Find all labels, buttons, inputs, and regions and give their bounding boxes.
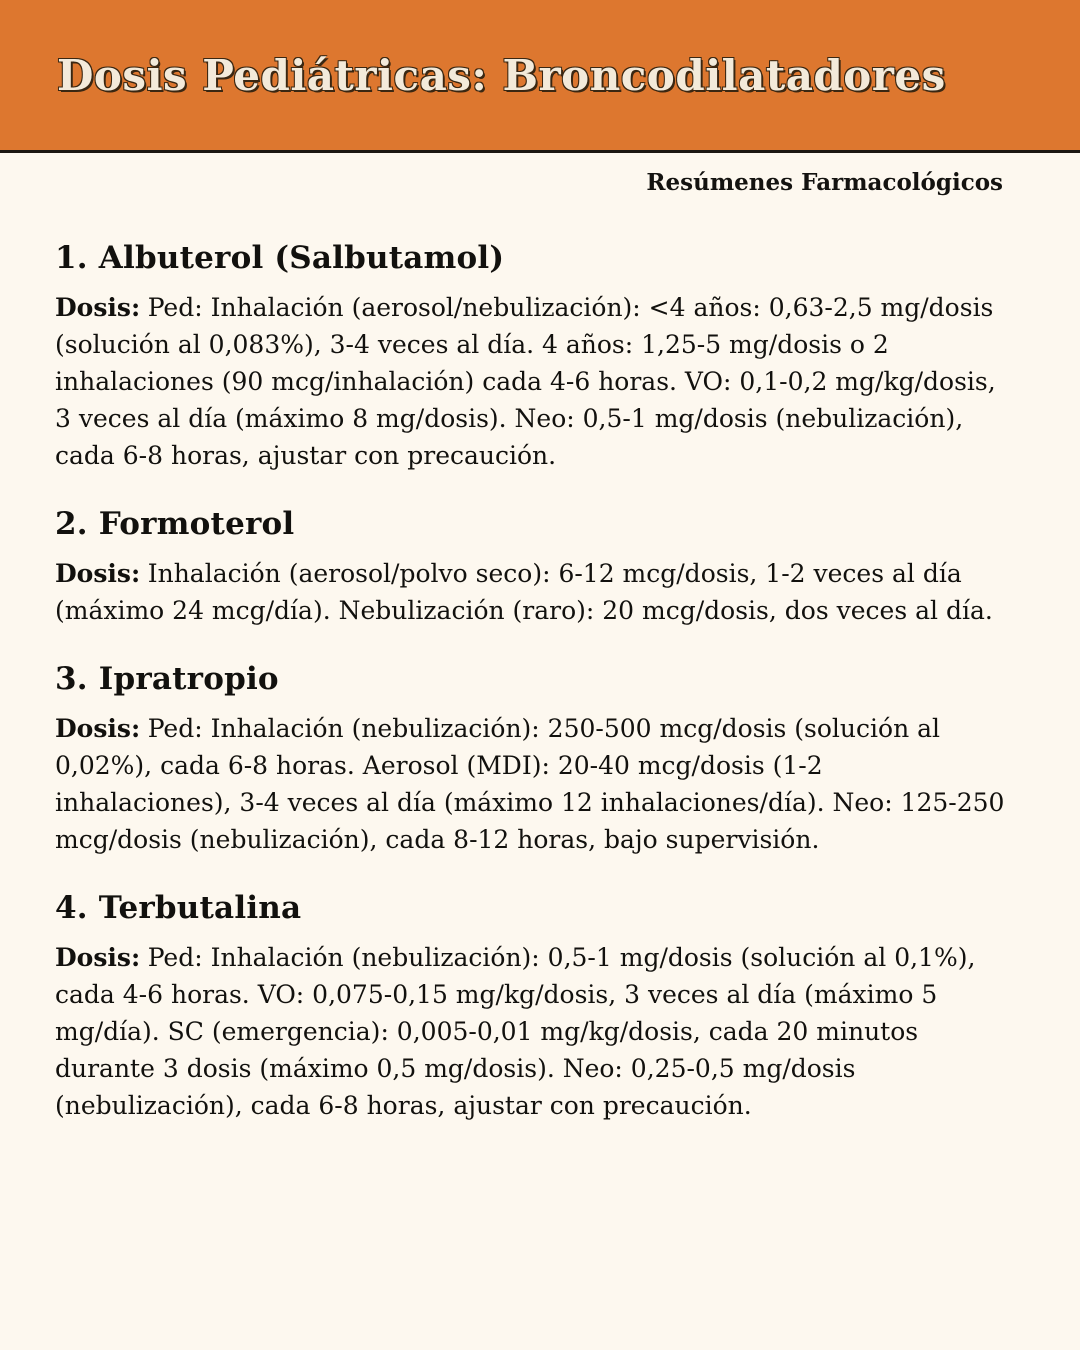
document-subtitle: Resúmenes Farmacológicos	[646, 169, 1003, 196]
section-heading-ipratropio: 3. Ipratropio	[55, 661, 279, 697]
section-formoterol	[55, 506, 1007, 629]
subtitle-row	[0, 169, 1080, 196]
section-ipratropio	[55, 661, 1007, 858]
section-albuterol	[55, 240, 1007, 474]
dosis-text: Ped: Inhalación (nebulización): 250-500 mcg/dosis (solución al 0,02%), cada 6-8 horas. Aerosol (MDI): 20-40 mcg/dosis (1-2 inhalaciones), 3-4 veces al día (máximo 12 inhalaciones/día). Neo: 125-250 mcg/dosis (nebulización), cada 8-12 horas, bajo supervisión.	[55, 714, 1005, 854]
section-body-albuterol	[55, 289, 1007, 474]
page-title: Dosis Pediátricas: Broncodilatadores	[57, 50, 946, 100]
dosis-label: Dosis:	[55, 943, 141, 972]
section-terbutalina	[55, 890, 1007, 1124]
section-heading-formoterol: 2. Formoterol	[55, 506, 295, 542]
dosis-text: Inhalación (aerosol/polvo seco): 6-12 mcg/dosis, 1-2 veces al día (máximo 24 mcg/día). Nebulización (raro): 20 mcg/dosis, dos veces al día.	[55, 559, 993, 625]
dosis-text: Ped: Inhalación (nebulización): 0,5-1 mg/dosis (solución al 0,1%), cada 4-6 horas. VO: 0,075-0,15 mg/kg/dosis, 3 veces al día (máximo 5 mg/día). SC (emergencia): 0,005-0,01 mg/kg/dosis, cada 20 minutos durante 3 dosis (máximo 0,5 mg/dosis). Neo: 0,25-0,5 mg/dosis (nebulización), cada 6-8 horas, ajustar con precaución.	[55, 943, 976, 1120]
dosis-label: Dosis:	[55, 293, 141, 322]
section-body-formoterol	[55, 555, 1007, 629]
header-band	[0, 0, 1080, 153]
dosis-label: Dosis:	[55, 559, 141, 588]
section-heading-terbutalina: 4. Terbutalina	[55, 890, 302, 926]
section-body-ipratropio	[55, 710, 1007, 858]
dosis-label: Dosis:	[55, 714, 141, 743]
dosis-text: Ped: Inhalación (aerosol/nebulización): <4 años: 0,63-2,5 mg/dosis (solución al 0,083%), 3-4 veces al día. 4 años: 1,25-5 mg/dosis o 2 inhalaciones (90 mcg/inhalación) cada 4-6 horas. VO: 0,1-0,2 mg/kg/dosis, 3 veces al día (máximo 8 mg/dosis). Neo: 0,5-1 mg/dosis (nebulización), cada 6-8 horas, ajustar con precaución.	[55, 293, 996, 470]
section-heading-albuterol: 1. Albuterol (Salbutamol)	[55, 240, 505, 276]
section-body-terbutalina	[55, 939, 1007, 1124]
content-area	[0, 240, 1080, 1124]
